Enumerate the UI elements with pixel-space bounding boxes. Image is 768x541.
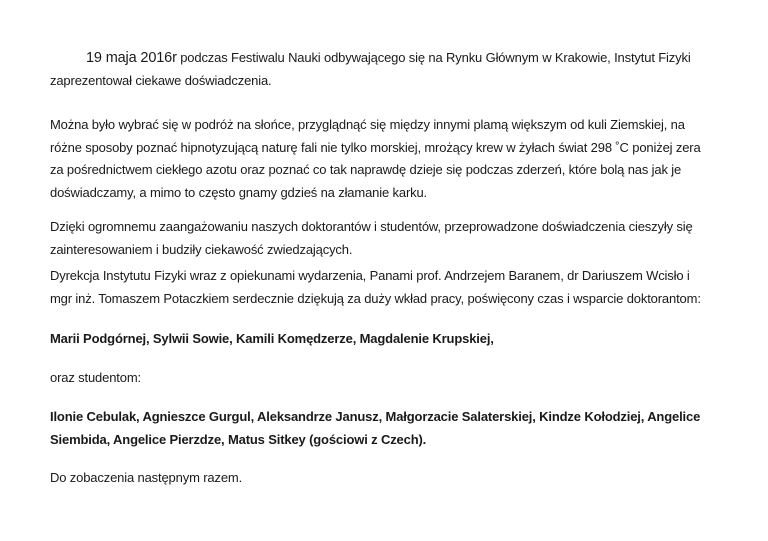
paragraph-experiments — [50, 114, 720, 204]
engagement-line: Dzięki ogromnemu zaangażowaniu naszych doktorantów i studentów, przeprowadzone doświadczenia cieszyły się — [50, 219, 693, 234]
students-list — [50, 406, 720, 451]
experiments-line: doświadczamy, a mimo to często gnamy gdzieś na złamanie karku. — [50, 184, 428, 200]
intro-line-1-text: podczas Festiwalu Nauki odbywającego się na Rynku Głównym w Krakowie, Instytut Fizyki — [176, 50, 691, 65]
students-intro — [50, 367, 720, 390]
engagement-line: zainteresowaniem i budziły ciekawość zwiedzających. — [50, 241, 353, 257]
doctoral-students-line: Marii Podgórnej, Sylwii Sowie, Kamili Komędzerze, Magdalenie Krupskiej, — [50, 331, 494, 346]
students-intro-line: oraz studentom: — [50, 370, 141, 385]
closing-line: Do zobaczenia następnym razem. — [50, 470, 243, 485]
directorate-line: Dyrekcja Instytutu Fizyki wraz z opiekunami wydarzenia, Panami prof. Andrzejem Baranem, dr Dariuszem Wcisło i — [50, 268, 690, 283]
experiments-line: różne sposoby poznać hipnotyzującą naturę fali nie tylko morskiej, mrożący krew w żyłach świat 298 ˚C poniżej zera — [50, 139, 701, 155]
paragraph-directorate — [50, 265, 720, 310]
paragraph-intro — [50, 47, 720, 92]
intro-line-2: zaprezentował ciekawe doświadczenia. — [50, 72, 272, 88]
directorate-line: mgr inż. Tomaszem Potaczkiem serdecznie dziękują za duży wkład pracy, poświęcony czas i wsparcie doktorantom: — [50, 290, 701, 306]
experiments-line: za pośrednictwem ciekłego azotu oraz poznać co tak naprawdę dzieje się podczas zderzeń, które bolą nas jak je — [50, 162, 682, 177]
paragraph-thanks-engagement — [50, 216, 720, 261]
intro-line-1 — [50, 47, 720, 70]
students-line: Ilonie Cebulak, Agnieszce Gurgul, Aleksandrze Janusz, Małgorzacie Salaterskiej, Kindze Kołodziej, Angelice — [50, 409, 701, 424]
doctoral-students-list — [50, 328, 720, 351]
students-line: Siembida, Angelice Pierzdze, Matus Sitkey (gościowi z Czech). — [50, 431, 427, 447]
event-date: 19 maja 2016r — [86, 50, 177, 66]
closing-paragraph — [50, 467, 720, 490]
experiments-line: Można było wybrać się w podróż na słońce, przyglądnąć się między innymi plamą większym od kuli Ziemskiej, na — [50, 117, 685, 132]
